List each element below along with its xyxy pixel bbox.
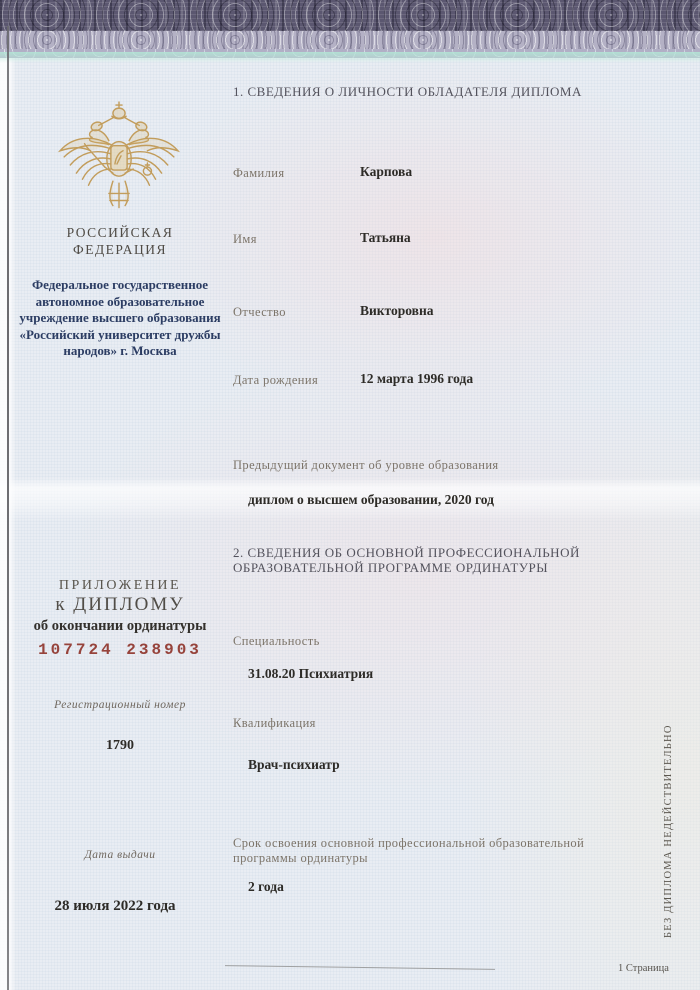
birthdate-value: 12 марта 1996 года [360, 371, 474, 386]
patronymic-value: Викторовна [360, 303, 434, 318]
russia-coat-of-arms-emblem [52, 100, 186, 232]
firstname-value: Татьяна [360, 230, 411, 245]
firstname-label: Имя [233, 232, 257, 246]
specialty-label: Специальность [233, 634, 320, 648]
surname-label: Фамилия [233, 166, 285, 180]
registration-number-label: Регистрационный номер [54, 699, 186, 711]
previous-document-value: диплом о высшем образовании, 2020 год [248, 492, 494, 507]
surname-value: Карпова [360, 164, 413, 179]
guilloche-band-lower [0, 31, 700, 49]
previous-document-label: Предыдущий документ об уровне образования [233, 458, 499, 472]
birthdate-label: Дата рождения [233, 373, 319, 387]
issue-date-label: Дата выдачи [84, 849, 156, 861]
country-line2: ФЕДЕРАЦИЯ [73, 242, 167, 257]
duration-label: Срок освоения основной профессиональной образовательной программы ординатуры [233, 836, 585, 865]
mint-strip [0, 52, 700, 63]
registration-number-value: 1790 [106, 738, 134, 753]
without-diploma-invalid-note: БЕЗ ДИПЛОМА НЕДЕЙСТВИТЕЛЬНО [663, 724, 674, 938]
specialty-value: 31.08.20 Психиатрия [248, 666, 374, 681]
guilloche-band-top [0, 0, 700, 31]
qualification-value: Врач-психиатр [248, 757, 340, 772]
supplement-title-line1: ПРИЛОЖЕНИЕ [58, 578, 182, 593]
supplement-title-line2: к ДИПЛОМУ [55, 594, 185, 615]
section2-title: 2. СВЕДЕНИЯ ОБ ОСНОВНОЙ ПРОФЕССИОНАЛЬНОЙ ОБРАЗОВАТЕЛЬНОЙ ПРОГРАММЕ ОРДИНАТУРЫ [233, 545, 580, 575]
footer-rule [225, 965, 495, 970]
scan-left-edge [7, 26, 9, 990]
page-number-footer: 1 Страница [618, 963, 669, 974]
serial-number: 107724 238903 [38, 641, 202, 659]
section1-title: 1. СВЕДЕНИЯ О ЛИЧНОСТИ ОБЛАДАТЕЛЯ ДИПЛОМА [233, 84, 582, 99]
duration-value: 2 года [248, 879, 284, 894]
supplement-subtitle: об окончании ординатуры [33, 618, 207, 634]
country-line1: РОССИЙСКАЯ [66, 225, 174, 240]
issue-date-value: 28 июля 2022 года [54, 898, 176, 914]
qualification-label: Квалификация [233, 716, 316, 730]
institution-name: Федеральное государственное автономное образовательное учреждение высшего образования «Российский университет дружбы народов» г. Москва [19, 277, 221, 358]
patronymic-label: Отчество [233, 305, 286, 319]
country-name [15, 224, 225, 258]
